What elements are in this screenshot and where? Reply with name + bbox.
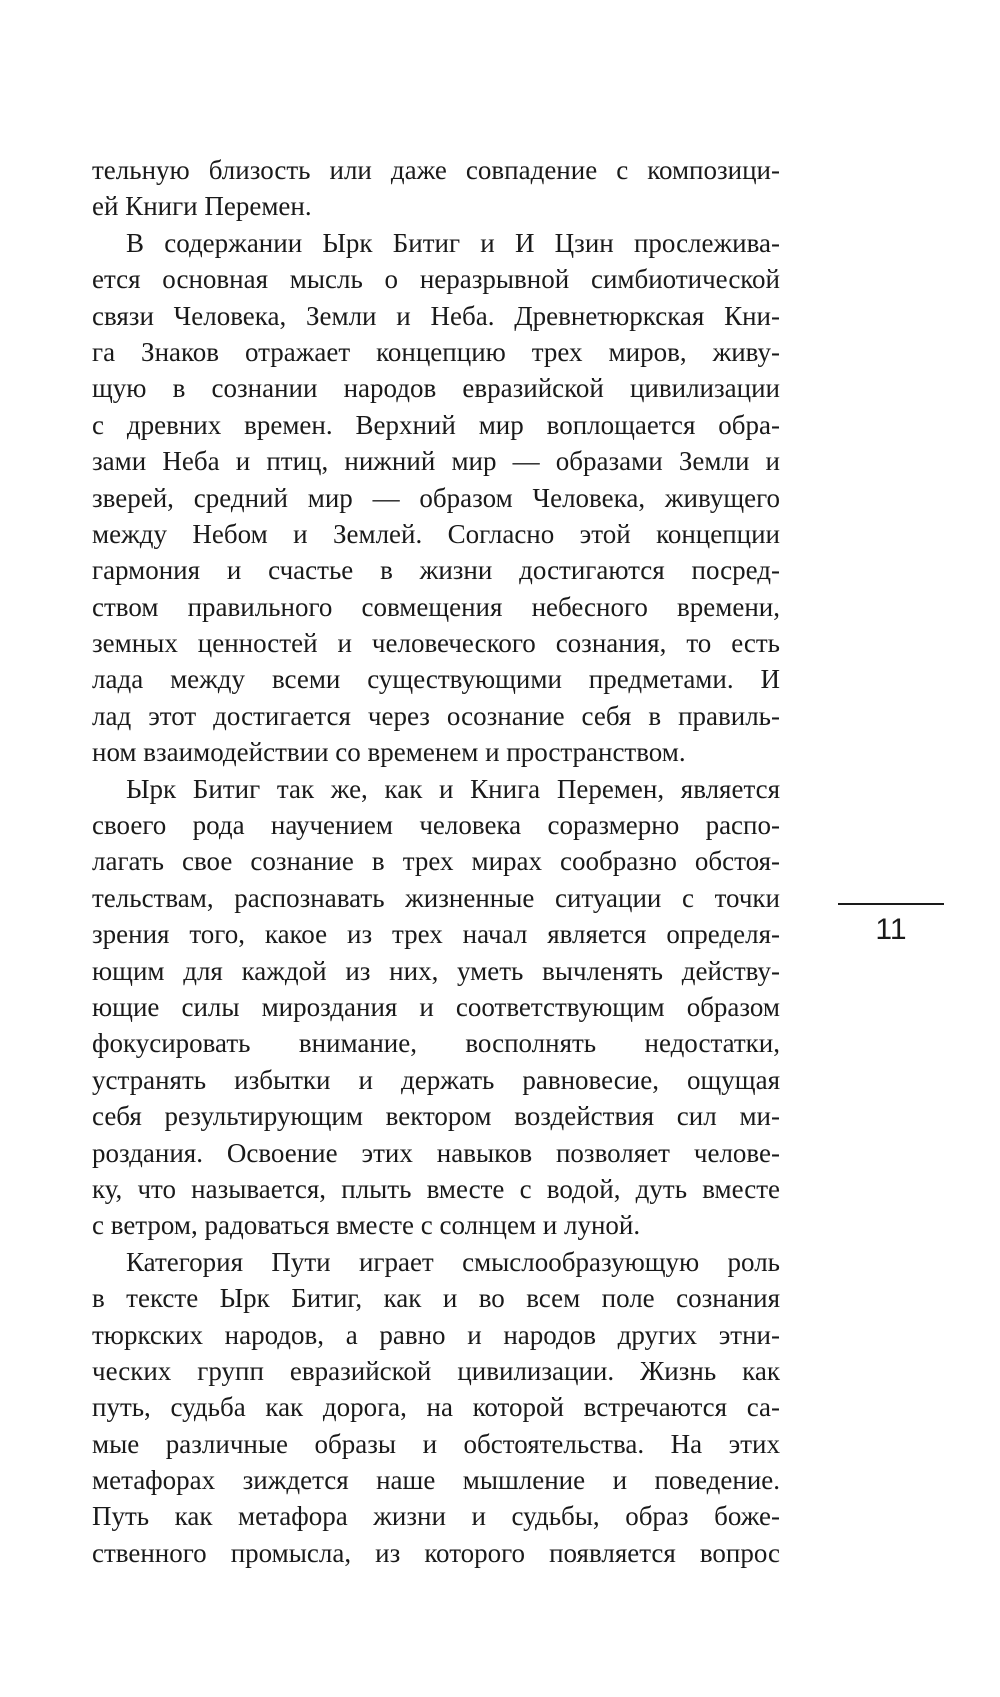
text-line: путь, судьба как дорога, на которой встречаются са- [92,1392,780,1423]
page-number: 11 [875,913,907,946]
text-line: га Знаков отражает концепцию трех миров, живу- [92,336,780,367]
text-line: ющие силы мироздания и соответствующим образом [92,991,780,1022]
body-text [92,152,780,1571]
text-line: ством правильного совмещения небесного времени, [92,591,780,622]
text-line: между Небом и Землей. Согласно этой концепции [92,518,780,549]
text-line: ку, что называется, плыть вместе с водой, дуть вместе [92,1173,780,1204]
text-line: связи Человека, Земли и Неба. Древнетюркская Кни- [92,300,780,331]
text-line: ющим для каждой из них, уметь вычленять действу- [92,955,780,986]
text-line: ственного промысла, из которого появляется вопрос [92,1537,780,1568]
text-line: зверей, средний мир — образом Человека, живущего [92,482,780,513]
page-number-rule [838,903,944,905]
text-line: мые различные образы и обстоятельства. На этих [92,1428,780,1459]
text-line: с ветром, радоваться вместе с солнцем и луной. [92,1210,641,1241]
text-line: с древних времен. Верхний мир воплощается обра- [92,409,780,440]
text-line: ном взаимодействии со временем и пространством. [92,737,686,768]
text-line: своего рода научением человека соразмерно распо- [92,810,780,841]
text-line: Ырк Битиг так же, как и Книга Перемен, является [126,773,780,804]
text-line: лагать свое сознание в трех мирах сообразно обстоя- [92,846,780,877]
text-line: фокусировать внимание, восполнять недостатки, [92,1028,780,1059]
text-line: зрения того, какое из трех начал является определя- [92,919,780,950]
text-line: ческих групп евразийской цивилизации. Жизнь как [92,1355,780,1386]
text-line: земных ценностей и человеческого сознания, то есть [92,628,780,659]
text-line: тюркских народов, а равно и народов других этни- [92,1319,780,1350]
text-line: В содержании Ырк Битиг и И Цзин прослежива- [126,227,780,258]
text-line: лад этот достигается через осознание себя в правиль- [92,700,780,731]
text-line: метафорах зиждется наше мышление и поведение. [92,1465,780,1496]
text-line: Путь как метафора жизни и судьбы, образ боже- [92,1501,780,1532]
text-line: зами Неба и птиц, нижний мир — образами Земли и [92,446,780,477]
text-line: ей Книги Перемен. [92,191,312,222]
text-line: Категория Пути играет смыслообразующую роль [126,1246,780,1277]
text-line: в тексте Ырк Битиг, как и во всем поле сознания [92,1283,780,1314]
text-line: роздания. Освоение этих навыков позволяет челове- [92,1137,780,1168]
text-line: щую в сознании народов евразийской цивилизации [92,373,780,404]
text-line: тельную близость или даже совпадение с композици- [92,155,780,185]
text-line: ется основная мысль о неразрывной симбиотической [92,264,780,295]
text-line: тельствам, распознавать жизненные ситуации с точки [92,882,780,913]
text-line: устранять избытки и держать равновесие, ощущая [92,1064,780,1095]
text-line: лада между всеми существующими предметами. И [92,664,780,695]
text-line: гармония и счастье в жизни достигаются посред- [92,555,780,586]
text-line: себя результирующим вектором воздействия сил ми- [92,1101,780,1132]
